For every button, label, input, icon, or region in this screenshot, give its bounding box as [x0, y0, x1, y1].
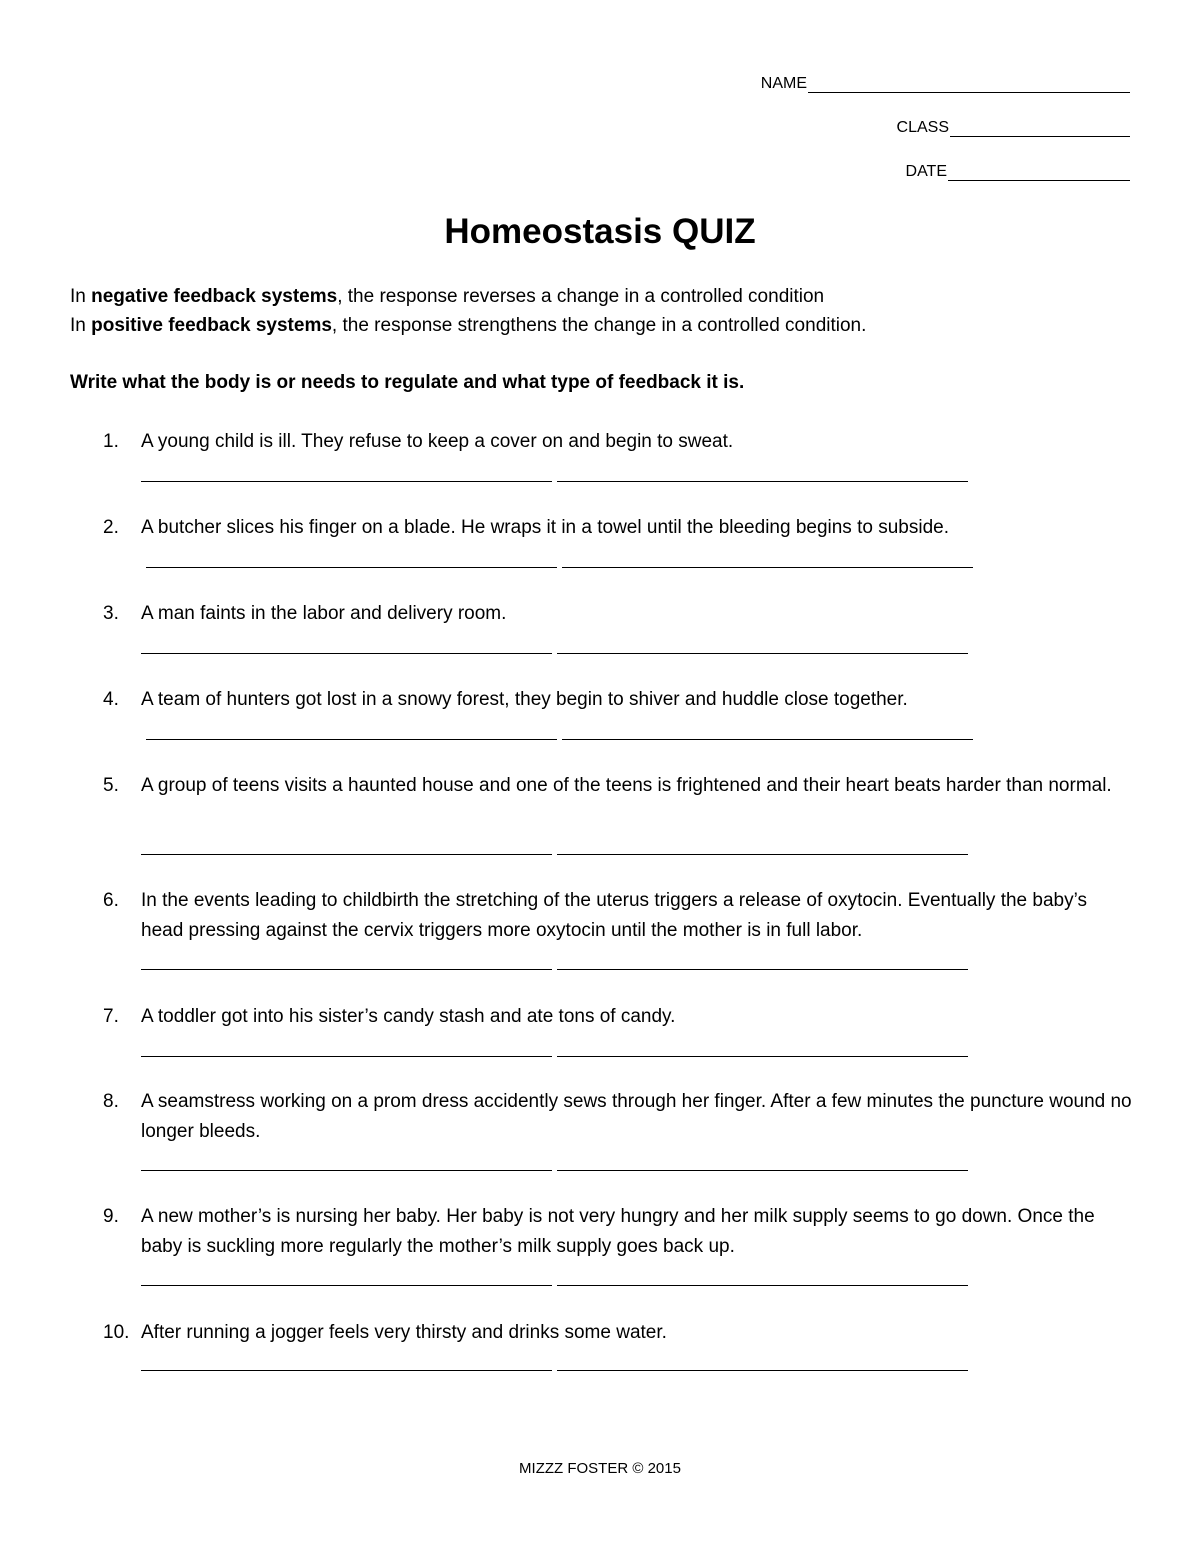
class-label: CLASS: [896, 119, 949, 136]
question-item: [103, 1202, 1133, 1262]
answer-feedback-type-blank[interactable]: [562, 567, 973, 568]
answer-regulated-blank[interactable]: [141, 653, 552, 654]
intro-positive-feedback: [70, 314, 866, 338]
question-number: 3.: [103, 603, 119, 624]
question-number: 5.: [103, 775, 119, 796]
question-item: [103, 1002, 1133, 1032]
answer-feedback-type-blank[interactable]: [557, 854, 968, 855]
answer-feedback-type-blank[interactable]: [557, 653, 968, 654]
intro-term-positive: positive feedback systems: [91, 315, 332, 336]
question-item: [103, 886, 1133, 946]
answer-regulated-blank[interactable]: [141, 481, 552, 482]
question-text: After running a jogger feels very thirsty and drinks some water.: [141, 1322, 667, 1343]
answer-regulated-blank[interactable]: [141, 1170, 552, 1171]
name-blank[interactable]: [808, 74, 1130, 93]
question-text: A toddler got into his sister’s candy stash and ate tons of candy.: [141, 1006, 676, 1027]
answer-regulated-blank[interactable]: [141, 969, 552, 970]
question-number: 4.: [103, 689, 119, 710]
question-item: [103, 599, 1133, 629]
question-item: [103, 685, 1133, 715]
question-item: [103, 1318, 1133, 1348]
question-text: A seamstress working on a prom dress accidently sews through her finger. After a few minutes the puncture wound no longer bleeds.: [141, 1091, 1132, 1142]
instructions: Write what the body is or needs to regulate and what type of feedback it is.: [70, 372, 745, 393]
question-number: 6.: [103, 890, 119, 911]
answer-feedback-type-blank[interactable]: [557, 481, 968, 482]
answer-regulated-blank[interactable]: [141, 1056, 552, 1057]
date-field[interactable]: [906, 162, 1130, 181]
answer-regulated-blank[interactable]: [141, 1285, 552, 1286]
answer-feedback-type-blank[interactable]: [557, 1170, 968, 1171]
answer-regulated-blank[interactable]: [141, 854, 552, 855]
intro-prefix: In: [70, 315, 92, 336]
question-text: A butcher slices his finger on a blade. He wraps it in a towel until the bleeding begins to subside.: [141, 517, 949, 538]
answer-regulated-blank[interactable]: [146, 739, 557, 740]
question-text: A group of teens visits a haunted house and one of the teens is frightened and their heart beats harder than normal.: [141, 775, 1112, 796]
answer-regulated-blank[interactable]: [141, 1370, 552, 1371]
date-blank[interactable]: [948, 162, 1130, 181]
question-item: [103, 1087, 1133, 1147]
answer-feedback-type-blank[interactable]: [557, 1285, 968, 1286]
answer-feedback-type-blank[interactable]: [557, 1056, 968, 1057]
question-text: A new mother’s is nursing her baby. Her baby is not very hungry and her milk supply seems to go down. Once the baby is suckling more regularly the mother’s milk supply goes back up.: [141, 1206, 1095, 1257]
question-item: [103, 513, 1133, 543]
name-field[interactable]: [761, 74, 1130, 93]
question-text: A young child is ill. They refuse to keep a cover on and begin to sweat.: [141, 431, 734, 452]
answer-feedback-type-blank[interactable]: [557, 1370, 968, 1371]
answer-regulated-blank[interactable]: [146, 567, 557, 568]
page-title: Homeostasis QUIZ: [444, 212, 756, 251]
intro-definition-negative: , the response reverses a change in a controlled condition: [337, 286, 825, 307]
question-number: 7.: [103, 1006, 119, 1027]
intro-definition-positive: , the response strengthens the change in a controlled condition.: [331, 315, 867, 336]
date-label: DATE: [905, 163, 947, 180]
intro-prefix: In: [70, 286, 92, 307]
answer-feedback-type-blank[interactable]: [562, 739, 973, 740]
question-number: 8.: [103, 1091, 119, 1112]
question-text: A man faints in the labor and delivery room.: [141, 603, 507, 624]
question-number: 1.: [103, 431, 119, 452]
question-number: 2.: [103, 517, 119, 538]
question-item: [103, 427, 1133, 457]
intro-term-negative: negative feedback systems: [91, 286, 338, 307]
question-number: 10.: [103, 1322, 130, 1343]
class-field[interactable]: [897, 118, 1130, 137]
question-text: A team of hunters got lost in a snowy forest, they begin to shiver and huddle close together.: [141, 689, 908, 710]
footer-copyright: MIZZZ FOSTER © 2015: [519, 1460, 681, 1477]
question-text: In the events leading to childbirth the stretching of the uterus triggers a release of oxytocin. Eventually the baby’s head pressing against the cervix triggers more oxytocin until the mother is in full labor.: [141, 890, 1087, 941]
answer-feedback-type-blank[interactable]: [557, 969, 968, 970]
class-blank[interactable]: [950, 118, 1130, 137]
name-label: NAME: [760, 75, 807, 92]
question-number: 9.: [103, 1206, 119, 1227]
question-item: [103, 771, 1133, 801]
intro-negative-feedback: [70, 285, 824, 309]
